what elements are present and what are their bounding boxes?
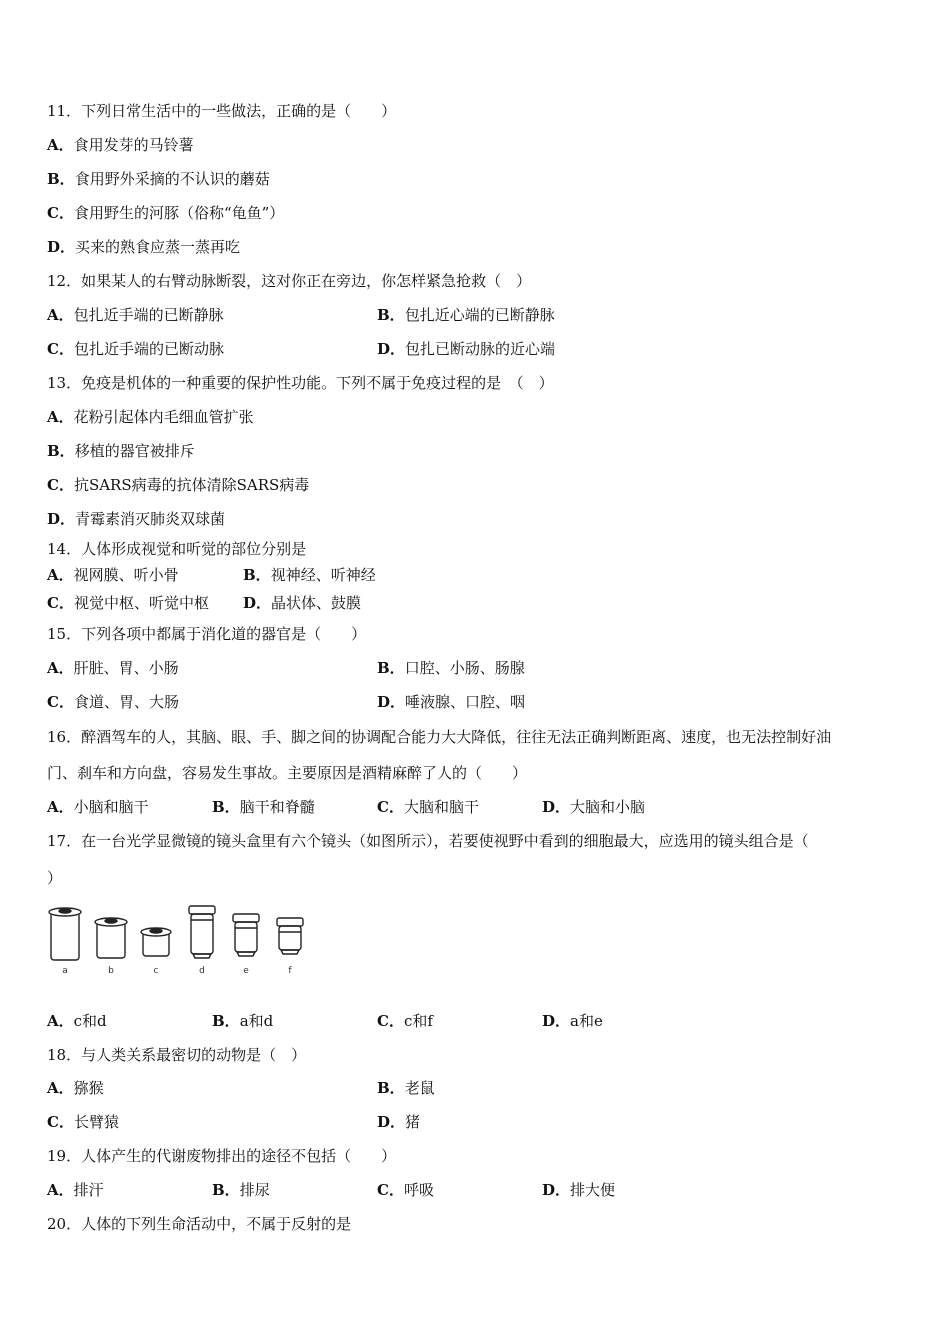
question-15-stem: 15．下列各项中都属于消化道的器官是（ ） (47, 625, 367, 643)
option-label: B． (212, 1012, 240, 1030)
option-label: B． (243, 566, 271, 584)
option-text: 青霉素消灭肺炎双球菌 (75, 510, 226, 528)
lens-label-c: c (153, 966, 159, 976)
option-label: B． (47, 442, 75, 460)
option-text: 口腔、小肠、肠腺 (404, 659, 525, 677)
q12-option-a (47, 305, 224, 325)
option-label: D． (377, 693, 406, 711)
option-text: 大脑和小脑 (570, 798, 646, 816)
q14-option-d (243, 593, 361, 613)
option-text: 猕猴 (73, 1079, 104, 1097)
q18-option-d (377, 1112, 420, 1132)
option-label: C． (377, 798, 404, 816)
q11-option-c (47, 203, 284, 223)
q13-option-d (47, 509, 225, 529)
option-text: 包扎已断动脉的近心端 (405, 340, 556, 358)
option-label: C． (377, 1012, 404, 1030)
option-text: 食道、胃、大肠 (73, 693, 179, 711)
option-label: D． (542, 1012, 571, 1030)
q19-option-d (542, 1180, 615, 1200)
option-label: C． (47, 204, 74, 222)
option-text: 买来的熟食应蒸一蒸再吃 (75, 238, 241, 256)
option-text: 食用野生的河豚（俗称“龟鱼”） (73, 204, 285, 222)
option-label: D． (47, 238, 76, 256)
q14-option-b (243, 565, 376, 585)
q15-option-b (377, 658, 525, 678)
option-text: 食用发芽的马铃薯 (73, 136, 194, 154)
option-label: A． (47, 1181, 74, 1199)
q14-option-c (47, 593, 209, 613)
option-label: D． (243, 594, 272, 612)
option-text: 花粉引起体内毛细血管扩张 (73, 408, 254, 426)
option-label: C． (47, 1113, 74, 1131)
option-text: 小脑和脑干 (73, 798, 149, 816)
microscope-lens-figure (47, 900, 317, 980)
q19-option-b (212, 1180, 270, 1200)
lens-label-f: f (288, 966, 292, 976)
option-label: A． (47, 306, 74, 324)
lens-label-e: e (243, 966, 249, 976)
option-text: 包扎近手端的已断静脉 (73, 306, 224, 324)
option-label: D． (47, 510, 76, 528)
q11-option-d (47, 237, 240, 257)
option-label: C． (47, 693, 74, 711)
q13-option-a (47, 407, 254, 427)
q16-option-a (47, 797, 149, 817)
q12-option-c (47, 339, 224, 359)
option-text: 唾液腺、口腔、咽 (405, 693, 526, 711)
question-17-stem-line2: ） (47, 869, 63, 887)
option-text: 排大便 (570, 1181, 616, 1199)
lens-e (233, 914, 259, 956)
option-text: 包扎近手端的已断动脉 (73, 340, 224, 358)
question-17-stem-line1: 17．在一台光学显微镜的镜头盒里有六个镜头（如图所示），若要使视野中看到的细胞最大，应选用的镜头组合是（ (47, 832, 809, 850)
lens-b (95, 918, 127, 958)
question-19-stem: 19．人体产生的代谢废物排出的途径不包括（ ） (47, 1147, 397, 1165)
option-label: A． (47, 798, 74, 816)
option-text: 晶状体、鼓膜 (271, 594, 362, 612)
option-label: B． (377, 659, 405, 677)
option-label: C． (47, 594, 74, 612)
lens-c (141, 928, 171, 956)
option-text: 移植的器官被排斥 (74, 442, 195, 460)
option-label: D． (377, 1113, 406, 1131)
q15-option-a (47, 658, 179, 678)
lens-label-d: d (199, 966, 205, 976)
option-text: 老鼠 (404, 1079, 435, 1097)
q19-option-a (47, 1180, 104, 1200)
option-label: D． (542, 798, 571, 816)
option-text: 食用野外采摘的不认识的蘑菇 (74, 170, 270, 188)
question-14-stem: 14．人体形成视觉和听觉的部位分别是 (47, 540, 307, 558)
option-label: B． (212, 1181, 240, 1199)
option-label: A． (47, 1012, 74, 1030)
option-text: 脑干和脊髓 (239, 798, 315, 816)
option-text: 包扎近心端的已断静脉 (404, 306, 555, 324)
option-text: 抗SARS病毒的抗体清除SARS病毒 (73, 476, 310, 494)
q17-option-b (212, 1011, 273, 1031)
q11-option-b (47, 169, 270, 189)
q12-option-b (377, 305, 555, 325)
q16-option-b (212, 797, 315, 817)
lens-d (189, 906, 215, 958)
option-text: c和d (73, 1012, 107, 1030)
option-label: B． (377, 1079, 405, 1097)
question-18-stem: 18．与人类关系最密切的动物是（ ） (47, 1046, 307, 1064)
lens-a (49, 908, 81, 960)
option-text: c和f (403, 1012, 433, 1030)
question-16-stem-line2: 门、刹车和方向盘，容易发生事故。主要原因是酒精麻醉了人的（ ） (47, 764, 528, 782)
q19-option-c (377, 1180, 434, 1200)
option-text: 视觉中枢、听觉中枢 (73, 594, 209, 612)
option-text: 肝脏、胃、小肠 (73, 659, 179, 677)
option-label: C． (377, 1181, 404, 1199)
option-text: 排尿 (239, 1181, 270, 1199)
q16-option-d (542, 797, 645, 817)
question-11-stem: 11．下列日常生活中的一些做法，正确的是（ ） (47, 102, 397, 120)
option-text: 猪 (405, 1113, 421, 1131)
option-label: C． (47, 340, 74, 358)
option-label: D． (377, 340, 406, 358)
q13-option-c (47, 475, 309, 495)
option-text: 排汗 (73, 1181, 104, 1199)
lens-label-b: b (108, 966, 114, 976)
option-label: A． (47, 408, 74, 426)
q18-option-a (47, 1078, 104, 1098)
option-text: 视神经、听神经 (270, 566, 376, 584)
q17-option-c (377, 1011, 433, 1031)
q15-option-d (377, 692, 525, 712)
q15-option-c (47, 692, 179, 712)
q13-option-b (47, 441, 195, 461)
q16-option-c (377, 797, 479, 817)
lens-label-a: a (62, 966, 68, 976)
option-text: 视网膜、听小骨 (73, 566, 179, 584)
q18-option-c (47, 1112, 119, 1132)
option-text: 呼吸 (403, 1181, 434, 1199)
question-20-stem: 20．人体的下列生命活动中，不属于反射的是 (47, 1215, 352, 1233)
option-label: B． (47, 170, 75, 188)
option-text: 长臂猿 (73, 1113, 119, 1131)
q17-option-a (47, 1011, 107, 1031)
option-label: D． (542, 1181, 571, 1199)
lens-figure-svg (47, 900, 317, 980)
q11-option-a (47, 135, 194, 155)
option-label: A． (47, 566, 74, 584)
q18-option-b (377, 1078, 435, 1098)
option-label: A． (47, 659, 74, 677)
q12-option-d (377, 339, 555, 359)
option-text: 大脑和脑干 (403, 798, 479, 816)
question-12-stem: 12．如果某人的右臂动脉断裂，这对你正在旁边，你怎样紧急抢救（ ） (47, 272, 532, 290)
option-label: B． (212, 798, 240, 816)
lens-f (277, 918, 303, 954)
option-text: a和d (239, 1012, 274, 1030)
option-label: C． (47, 476, 74, 494)
option-label: A． (47, 1079, 74, 1097)
q14-option-a (47, 565, 179, 585)
option-text: a和e (570, 1012, 603, 1030)
option-label: B． (377, 306, 405, 324)
q17-option-d (542, 1011, 603, 1031)
question-16-stem-line1: 16．醉酒驾车的人，其脑、眼、手、脚之间的协调配合能力大大降低，往往无法正确判断距离、速度，也无法控制好油 (47, 728, 832, 746)
question-13-stem: 13．免疫是机体的一种重要的保护性功能。下列不属于免疫过程的是 （ ） (47, 374, 554, 392)
option-label: A． (47, 136, 74, 154)
